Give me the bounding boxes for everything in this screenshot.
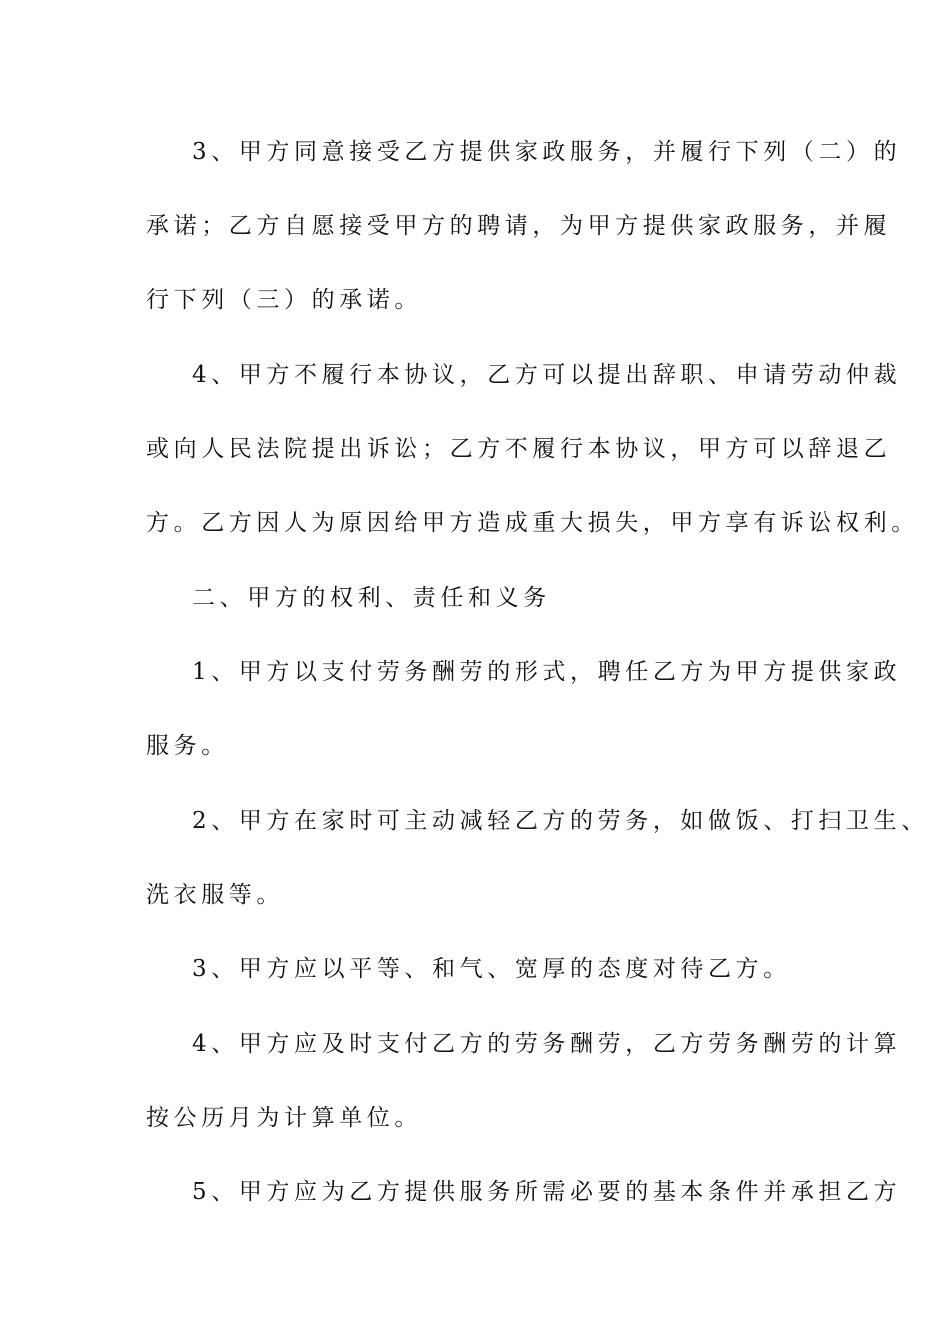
text-line: 5、甲方应为乙方提供服务所需必要的基本条件并承担乙方 bbox=[192, 1179, 902, 1205]
text-line: 4、甲方不履行本协议，乙方可以提出辞职、申请劳动仲裁 bbox=[192, 362, 902, 388]
text-line: 按公历月为计算单位。 bbox=[146, 1105, 422, 1131]
text-line: 洗衣服等。 bbox=[146, 882, 284, 908]
text-line: 或向人民法院提出诉讼；乙方不履行本协议，甲方可以辞退乙 bbox=[146, 436, 892, 462]
text-line: 3、甲方应以平等、和气、宽厚的态度对待乙方。 bbox=[192, 956, 791, 982]
text-line: 2、甲方在家时可主动减轻乙方的劳务，如做饭、打扫卫生、 bbox=[192, 808, 929, 834]
text-line: 承诺；乙方自愿接受甲方的聘请，为甲方提供家政服务，并履 bbox=[146, 213, 892, 239]
text-line: 1、甲方以支付劳务酬劳的形式，聘任乙方为甲方提供家政 bbox=[192, 659, 902, 685]
text-line: 行下列（三）的承诺。 bbox=[146, 287, 422, 313]
text-line: 方。乙方因人为原因给甲方造成重大损失，甲方享有诉讼权利。 bbox=[146, 510, 919, 536]
text-line: 4、甲方应及时支付乙方的劳务酬劳，乙方劳务酬劳的计算 bbox=[192, 1031, 902, 1057]
section-heading: 二、甲方的权利、责任和义务 bbox=[192, 585, 551, 611]
text-line: 3、甲方同意接受乙方提供家政服务，并履行下列（二）的 bbox=[192, 139, 902, 165]
text-line: 服务。 bbox=[146, 733, 229, 759]
